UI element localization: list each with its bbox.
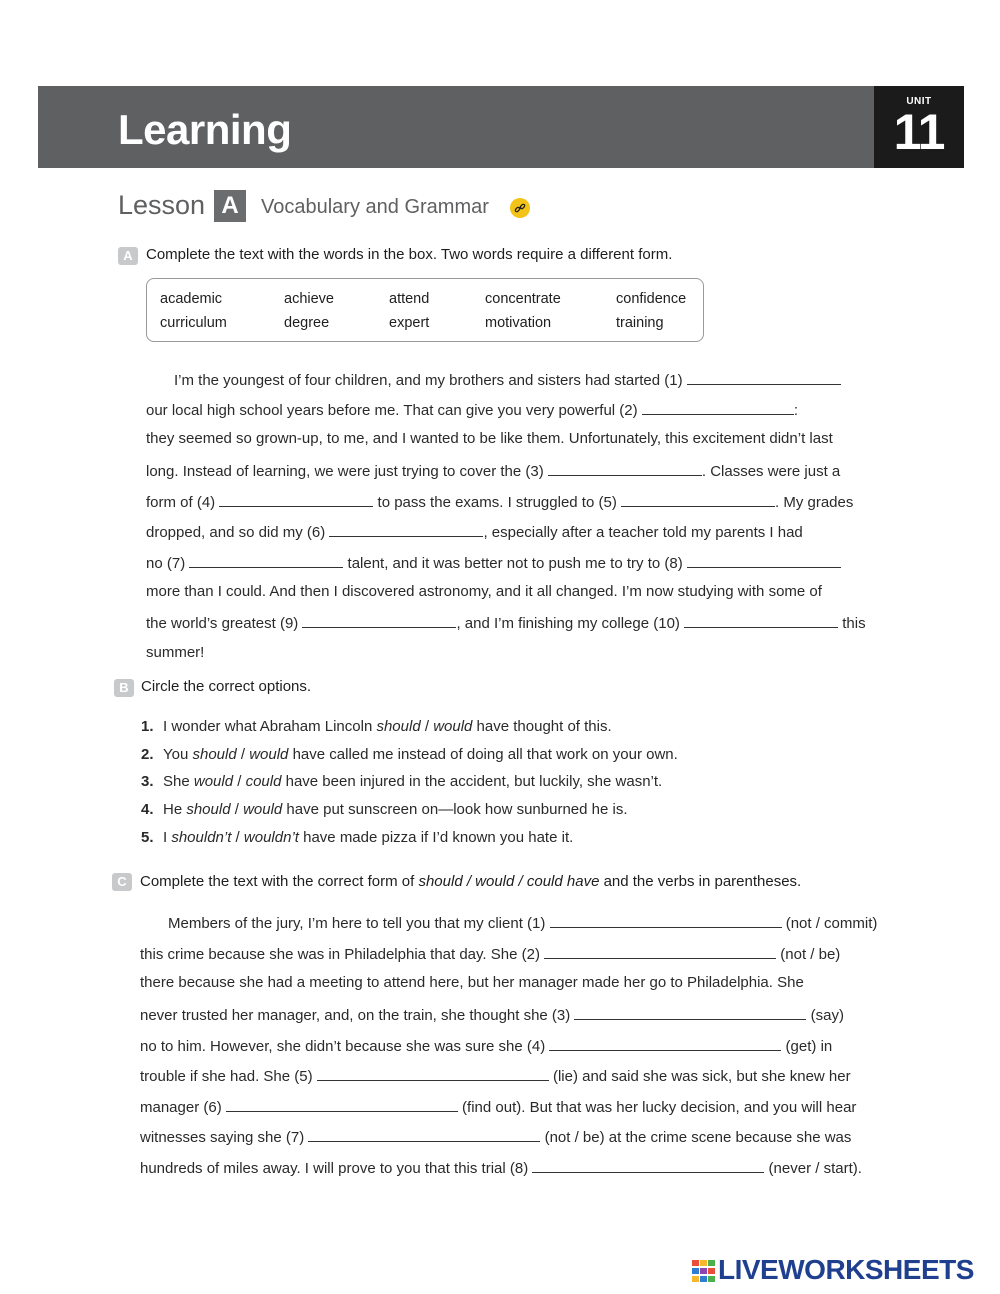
section-b-instruction: Circle the correct options. [141,678,312,695]
sentence-item [141,773,662,790]
unit-number: 11 [893,104,945,160]
word-box-item: expert [389,315,430,331]
line-text: long. Instead of learning, we were just trying to cover the (3) [146,463,548,480]
paragraph-line [146,613,866,632]
item-text: have thought of this. [472,718,612,735]
line-text: . My grades [774,494,854,511]
answer-blank-c2[interactable] [544,944,776,959]
paragraph-line [140,944,840,963]
section-c-instruction [140,873,801,890]
answer-blank-c8[interactable] [532,1158,764,1173]
answer-blank-4[interactable] [219,492,373,507]
line-text: (never / start). [764,1160,862,1177]
page-title: Learning [118,106,292,153]
option-separator: / [231,829,244,846]
paragraph-line [146,461,840,480]
instruction-text: Complete the text with the correct form of [140,873,419,890]
line-text: Members of the jury, I’m here to tell you that my client (1) [168,915,550,932]
paragraph-line [140,1066,851,1085]
line-text: form of (4) [146,494,220,511]
option-2[interactable]: would [433,718,473,735]
paragraph-line [146,553,841,572]
item-text: have made pizza if I’d known you hate it. [298,829,574,846]
option-1[interactable]: should [376,718,421,735]
paragraph-line [140,1036,832,1055]
lesson-label: Lesson [118,190,206,220]
line-text: : [793,402,798,419]
line-text: witnesses saying she (7) [140,1129,309,1146]
section-b-badge: B [114,679,134,697]
option-2[interactable]: would [249,746,289,763]
line-text: trouble if she had. She (5) [140,1068,317,1085]
line-text: no (7) [146,555,190,572]
item-text: He [163,801,187,818]
answer-blank-8[interactable] [687,553,841,568]
liveworksheets-logo-text: LIVEWORKSHEETS [718,1254,974,1285]
item-number: 4. [141,801,154,818]
line-text: there because she had a meeting to attend here, but her manager made her go to Philadelphia. She [140,974,804,991]
option-1[interactable]: would [193,773,234,790]
line-text: . Classes were just a [701,463,841,480]
option-2[interactable]: would [243,801,283,818]
sentence-item [141,801,628,818]
answer-blank-5[interactable] [621,492,775,507]
paragraph-line [174,370,841,389]
option-2[interactable]: could [245,773,282,790]
item-text: She [163,773,194,790]
line-text: I’m the youngest of four children, and my brothers and sisters had started (1) [174,372,687,389]
line-text: , especially after a teacher told my parents I had [483,524,803,541]
paragraph-line [146,492,853,511]
item-text: have called me instead of doing all that work on your own. [288,746,678,763]
paragraph-line [146,430,833,447]
line-text: manager (6) [140,1099,226,1116]
instruction-emphasis: should / would / could have [418,873,600,890]
option-1[interactable]: shouldn’t [171,829,232,846]
option-2[interactable]: wouldn’t [243,829,299,846]
sentence-item [141,829,573,846]
answer-blank-1[interactable] [687,370,841,385]
paragraph-line [146,644,204,661]
word-box-item: training [616,315,664,331]
line-text: (not / be) [776,946,841,963]
line-text: dropped, and so did my (6) [146,524,330,541]
answer-blank-10[interactable] [684,613,838,628]
sentence-item [141,718,612,735]
line-text: never trusted her manager, and, on the train, she thought she (3) [140,1007,575,1024]
item-text: I wonder what Abraham Lincoln [163,718,377,735]
item-number: 3. [141,773,154,790]
answer-blank-c5[interactable] [317,1066,549,1081]
word-box-item: confidence [616,291,687,307]
word-box-item: academic [160,291,223,307]
line-text: our local high school years before me. That can give you very powerful (2) [146,402,642,419]
lesson-letter: A [214,190,246,222]
word-box-item: achieve [284,291,334,307]
unit-label: UNIT [906,96,932,107]
line-text: no to him. However, she didn’t because she was sure she (4) [140,1038,550,1055]
instruction-text: and the verbs in parentheses. [599,873,802,890]
line-text: the world’s greatest (9) [146,615,303,632]
answer-blank-c4[interactable] [549,1036,781,1051]
option-separator: / [233,773,246,790]
answer-blank-c3[interactable] [574,1005,806,1020]
answer-blank-c6[interactable] [226,1097,458,1112]
item-text: You [163,746,193,763]
answer-blank-3[interactable] [548,461,702,476]
line-text: (find out). But that was her lucky decision, and you will hear [457,1099,857,1116]
option-separator: / [420,718,434,735]
item-number: 1. [141,718,154,735]
option-1[interactable]: should [192,746,237,763]
item-text: have been injured in the accident, but luckily, she wasn’t. [281,773,663,790]
answer-blank-7[interactable] [189,553,343,568]
item-text: have put sunscreen on—look how sunburned he is. [282,801,628,818]
paragraph-line [140,1005,844,1024]
paragraph-line [146,400,798,419]
word-box-item: concentrate [485,291,561,307]
line-text: (not / commit) [781,915,878,932]
word-box-item: degree [284,315,330,331]
item-number: 2. [141,746,154,763]
line-text: to pass the exams. I struggled to (5) [373,494,621,511]
paragraph-line [140,974,804,991]
word-box-item: curriculum [160,315,227,331]
chain-link-icon [514,202,526,214]
line-text: summer! [146,644,205,661]
paragraph-line [140,1097,856,1116]
line-text: hundreds of miles away. I will prove to you that this trial (8) [140,1160,533,1177]
option-1[interactable]: should [186,801,231,818]
answer-blank-9[interactable] [302,613,456,628]
section-a-badge: A [118,247,138,265]
section-a-instruction: Complete the text with the words in the box. Two words require a different form. [146,246,673,263]
line-text: (get) in [781,1038,833,1055]
word-box-item: attend [389,291,430,307]
line-text: (not / be) at the crime scene because she was [540,1129,852,1146]
word-box-item: motivation [485,315,552,331]
word-box [146,278,704,342]
line-text: this [838,615,866,632]
line-text: this crime because she was in Philadelphia that day. She (2) [140,946,545,963]
paragraph-line [140,1158,862,1177]
paragraph-line [146,583,822,600]
answer-blank-2[interactable] [642,400,794,415]
item-text: I [163,829,172,846]
liveworksheets-logo-icon [692,1260,716,1282]
unit-badge [874,86,964,168]
lesson-subtitle: Vocabulary and Grammar [261,196,489,218]
line-text: they seemed so grown-up, to me, and I wanted to be like them. Unfortunately, this excitement didn’t last [146,430,833,447]
paragraph-line [146,522,803,541]
link-icon[interactable] [510,198,530,218]
answer-blank-6[interactable] [329,522,483,537]
option-separator: / [230,801,244,818]
line-text: (lie) and said she was sick, but she knew her [548,1068,851,1085]
answer-blank-c1[interactable] [550,913,782,928]
line-text: (say) [806,1007,844,1024]
sentence-item [141,746,678,763]
paragraph-line [140,1127,851,1146]
option-separator: / [236,746,250,763]
line-text: , and I’m finishing my college (10) [456,615,685,632]
paragraph-line [168,913,877,932]
section-c-badge: C [112,873,132,891]
item-number: 5. [141,829,154,846]
line-text: talent, and it was better not to push me to try to (8) [343,555,687,572]
line-text: more than I could. And then I discovered astronomy, and it all changed. I’m now studying with some of [146,583,822,600]
answer-blank-c7[interactable] [308,1127,540,1142]
